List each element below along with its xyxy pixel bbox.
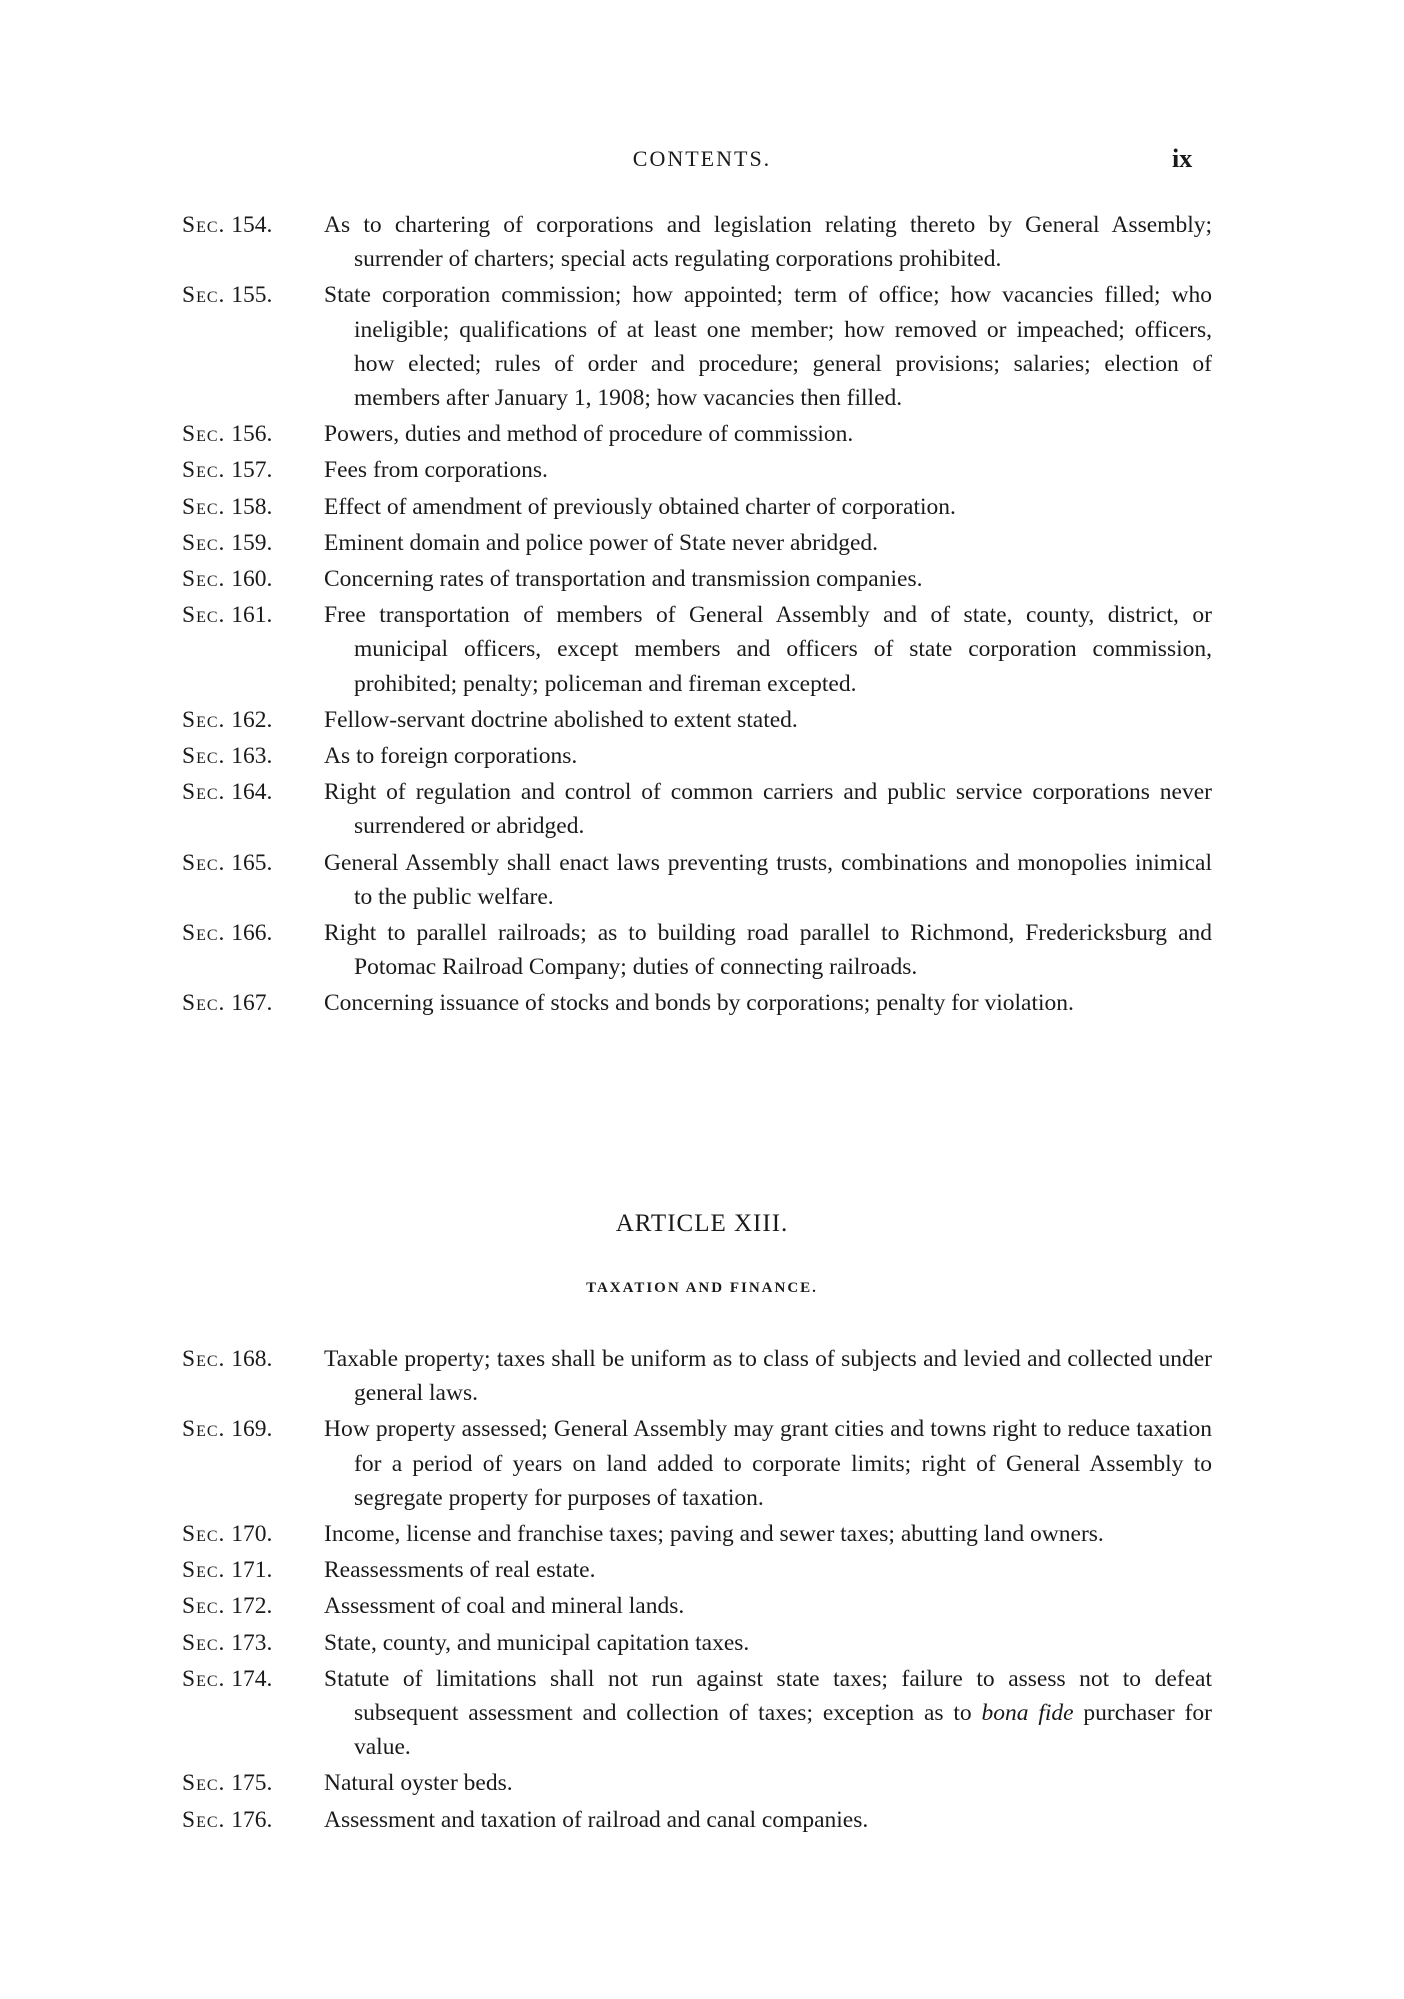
contents-entry: [182, 1766, 1212, 1800]
contents-entry: [182, 526, 1212, 560]
contents-entry: [182, 453, 1212, 487]
article-subtitle: TAXATION AND FINANCE.: [586, 1280, 818, 1296]
entry-text: Effect of amendment of previously obtained charter of corporation.: [324, 493, 956, 520]
contents-entry: [182, 1412, 1212, 1515]
section-label: Sec. 175.: [182, 1770, 273, 1797]
section-label: Sec. 172.: [182, 1593, 273, 1620]
section-label: Sec. 169.: [182, 1416, 273, 1443]
entry-text: Assessment and taxation of railroad and canal companies.: [324, 1806, 869, 1833]
contents-entry: [182, 1342, 1212, 1410]
section-label: Sec. 170.: [182, 1521, 273, 1548]
running-title: CONTENTS.: [632, 146, 772, 171]
entry-text: Taxable property; taxes shall be uniform as to class of subjects and levied and collected under general laws.: [324, 1346, 1212, 1407]
entry-text: Fees from corporations.: [324, 457, 548, 484]
contents-entry: [182, 1589, 1212, 1623]
contents-entry: [182, 775, 1212, 843]
contents-entry: [182, 1803, 1212, 1837]
contents-entry: [182, 986, 1212, 1020]
section-label: Sec. 166.: [182, 920, 273, 947]
entry-text: How property assessed; General Assembly may grant cities and towns right to reduce taxation for a period of years on land added to corporate limits; right of General Assembly to segregate property for purposes of taxation.: [324, 1416, 1212, 1511]
entry-text: General Assembly shall enact laws preventing trusts, combinations and monopolies inimical to the public welfare.: [324, 849, 1212, 910]
contents-entry: [182, 490, 1212, 524]
article-title: ARTICLE XIII.: [615, 1210, 789, 1237]
entry-text: Right of regulation and control of common carriers and public service corporations never surrendered or abridged.: [324, 779, 1212, 840]
contents-entry: [182, 1517, 1212, 1551]
section-label: Sec. 154.: [182, 212, 273, 238]
contents-list-block2: [182, 1342, 1212, 1839]
contents-entry: [182, 739, 1212, 773]
section-label: Sec. 167.: [182, 990, 273, 1017]
section-label: Sec. 174.: [182, 1665, 273, 1692]
contents-entry: [182, 278, 1212, 415]
contents-entry: [182, 598, 1212, 701]
entry-text: Concerning rates of transportation and transmission companies.: [324, 566, 923, 593]
entry-text: Free transportation of members of General Assembly and of state, county, district, or municipal officers, except members and officers of state corporation commission, prohibited; penalty; policeman and fireman excepted.: [324, 602, 1212, 697]
italic-phrase: bona fide: [981, 1700, 1074, 1727]
contents-entry: [182, 846, 1212, 914]
entry-text: Right to parallel railroads; as to building road parallel to Richmond, Fredericksburg and Potomac Railroad Company; duties of connecting railroads.: [324, 920, 1212, 981]
contents-entry: [182, 208, 1212, 276]
section-label: Sec. 163.: [182, 743, 273, 770]
entry-text: As to chartering of corporations and legislation relating thereto by General Assembly; surrender of charters; special acts regulating corporations prohibited.: [324, 212, 1212, 273]
contents-entry: [182, 562, 1212, 596]
page-number: ix: [1172, 144, 1193, 173]
section-label: Sec. 168.: [182, 1346, 273, 1372]
contents-entry: [182, 417, 1212, 451]
section-label: Sec. 165.: [182, 849, 273, 876]
entry-text: Fellow-servant doctrine abolished to extent stated.: [324, 706, 798, 733]
section-label: Sec. 160.: [182, 566, 273, 593]
contents-entry: [182, 703, 1212, 737]
entry-text: Powers, duties and method of procedure of commission.: [324, 421, 854, 448]
section-label: Sec. 155.: [182, 282, 273, 309]
section-label: Sec. 161.: [182, 602, 273, 629]
entry-text: Assessment of coal and mineral lands.: [324, 1593, 685, 1620]
contents-entry: [182, 916, 1212, 984]
contents-list-block1: [182, 208, 1212, 1023]
contents-entry: [182, 1662, 1212, 1765]
contents-entry: [182, 1553, 1212, 1587]
contents-entry: [182, 1626, 1212, 1660]
entry-text: Reassessments of real estate.: [324, 1557, 596, 1584]
entry-text: Concerning issuance of stocks and bonds by corporations; penalty for violation.: [324, 990, 1074, 1017]
entry-text: State, county, and municipal capitation taxes.: [324, 1629, 750, 1656]
section-label: Sec. 158.: [182, 493, 273, 520]
entry-text: State corporation commission; how appointed; term of office; how vacancies filled; who ineligible; qualifications of at least one member; how removed or impeached; officers, how elected; rules of order and procedure; general provisions; salaries; election of members after January 1, 1908; how vacancies then filled.: [324, 282, 1212, 412]
running-head: [0, 146, 1404, 176]
section-label: Sec. 171.: [182, 1557, 273, 1584]
section-label: Sec. 162.: [182, 706, 273, 733]
entry-text: As to foreign corporations.: [324, 743, 578, 770]
entry-text: Natural oyster beds.: [324, 1770, 513, 1797]
section-label: Sec. 157.: [182, 457, 273, 484]
section-label: Sec. 176.: [182, 1806, 273, 1833]
section-label: Sec. 173.: [182, 1629, 273, 1656]
entry-text: Income, license and franchise taxes; paving and sewer taxes; abutting land owners.: [324, 1521, 1104, 1548]
section-label: Sec. 159.: [182, 529, 273, 556]
entry-text: Eminent domain and police power of State never abridged.: [324, 529, 879, 556]
section-label: Sec. 164.: [182, 779, 273, 806]
entry-text: Statute of limitations shall not run against state taxes; failure to assess not to defeat subsequent assessment and collection of taxes; exception as to bona fide purchaser for value.: [324, 1665, 1212, 1761]
section-label: Sec. 156.: [182, 421, 273, 448]
